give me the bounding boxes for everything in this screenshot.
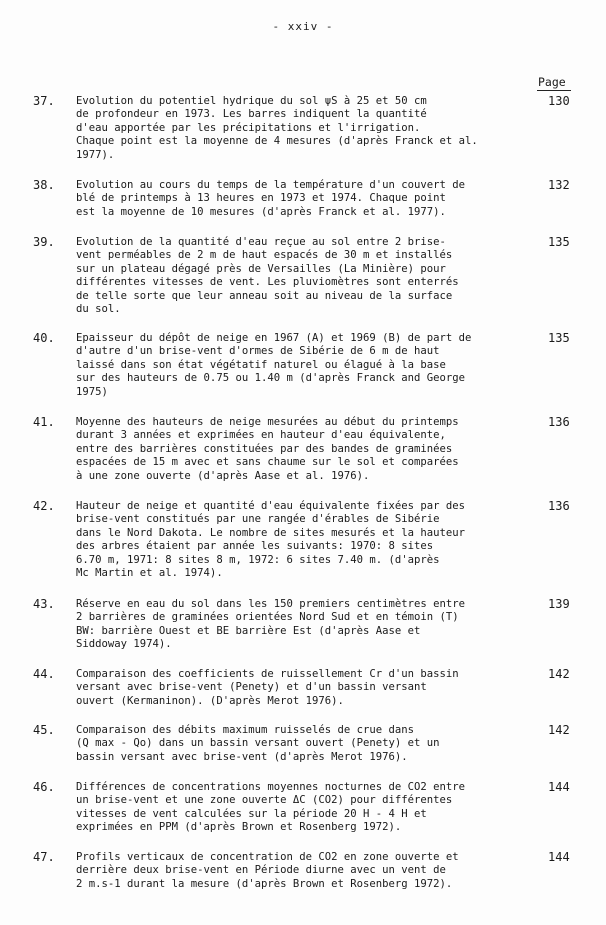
figure-caption: Moyenne des hauteurs de neige mesurées au début du printemps durant 3 années et exprimées en hauteur d'eau équivalente, entre des barrières constituées par des bandes de graminées espacées de 15 m avec et sans chaume sur le sol et comparées à une zone ouverte (d'après Aase et al. 1976). bbox=[76, 416, 459, 482]
figure-number: 37. bbox=[33, 94, 55, 108]
page-number: - xxiv - bbox=[272, 20, 334, 33]
figure-caption: Différences de concentrations moyennes nocturnes de CO2 entre un brise-vent et une zone ouverte ΔC (CO2) pour différentes vitesses de vent calculées sur la période 20 H - 4 H et exprimées en PPM (d'après Brown et Rosenberg 1972). bbox=[76, 781, 466, 834]
figure-page-ref: 136 bbox=[548, 415, 570, 429]
figure-number: 38. bbox=[33, 178, 55, 192]
figure-number: 41. bbox=[33, 415, 55, 429]
figure-number: 39. bbox=[33, 235, 55, 249]
figure-page-ref: 132 bbox=[548, 178, 570, 192]
page-column-underline bbox=[537, 90, 571, 91]
figure-page-ref: 144 bbox=[548, 780, 570, 794]
figure-number: 47. bbox=[33, 850, 55, 864]
figure-page-ref: 142 bbox=[548, 667, 570, 681]
figure-page-ref: 142 bbox=[548, 723, 570, 737]
figure-caption: Evolution de la quantité d'eau reçue au sol entre 2 brise- vent perméables de 2 m de haut espacés de 30 m et installés sur un plateau dégagé près de Versailles (La Minière) pour différentes vitesses de vent. Les pluviomètres sont enterrés de telle sorte que leur anneau soit au niveau de la surface du sol. bbox=[76, 236, 459, 316]
figure-number: 42. bbox=[33, 499, 55, 513]
figure-number: 45. bbox=[33, 723, 55, 737]
figure-number: 44. bbox=[33, 667, 55, 681]
figure-page-ref: 135 bbox=[548, 331, 570, 345]
figure-caption: Epaisseur du dépôt de neige en 1967 (A) et 1969 (B) de part de d'autre d'un brise-vent d'ormes de Sibérie de 6 m de haut laissé dans son état végétatif naturel ou élagué à la base sur des hauteurs de 0.75 ou 1.40 m (d'après Franck and George 1975) bbox=[76, 332, 472, 398]
figure-number: 40. bbox=[33, 331, 55, 345]
figure-caption: Hauteur de neige et quantité d'eau équivalente fixées par des brise-vent constitués par une rangée d'érables de Sibérie dans le Nord Dakota. Le nombre de sites mesurés et la hauteur des arbres étaient par année les suivants: 1970: 8 sites 6.70 m, 1971: 8 sites 8 m, 1972: 6 sites 7.40 m. (d'après Mc Martin et al. 1974). bbox=[76, 500, 466, 580]
figure-caption: Profils verticaux de concentration de CO2 en zone ouverte et derrière deux brise-vent en Période diurne avec un vent de 2 m.s-1 durant la mesure (d'après Brown et Rosenberg 1972). bbox=[76, 851, 459, 890]
figure-caption: Comparaison des coefficients de ruissellement Cr d'un bassin versant avec brise-vent (Penety) et d'un bassin versant ouvert (Kermaninon). (D'après Merot 1976). bbox=[76, 668, 459, 707]
figure-caption: Evolution du potentiel hydrique du sol ψS à 25 et 50 cm de profondeur en 1973. Les barres indiquent la quantité d'eau apportée par les précipitations et l'irrigation. Chaque point est la moyenne de 4 mesures (d'après Franck et al. 1977). bbox=[76, 95, 478, 161]
figure-page-ref: 136 bbox=[548, 499, 570, 513]
figure-caption: Réserve en eau du sol dans les 150 premiers centimètres entre 2 barrières de graminées orientées Nord Sud et en témoin (T) BW: barrière Ouest et BE barrière Est (d'après Aase et Siddoway 1974). bbox=[76, 598, 466, 651]
figure-page-ref: 135 bbox=[548, 235, 570, 249]
figure-number: 46. bbox=[33, 780, 55, 794]
figure-caption: Comparaison des débits maximum ruisselés de crue dans (Q max - Qo) dans un bassin versant ouvert (Penety) et un bassin versant avec brise-vent (d'après Merot 1976). bbox=[76, 724, 440, 763]
figure-number: 43. bbox=[33, 597, 55, 611]
figure-caption: Evolution au cours du temps de la température d'un couvert de blé de printemps à 13 heures en 1973 et 1974. Chaque point est la moyenne de 10 mesures (d'après Franck et al. 1977). bbox=[76, 179, 466, 218]
figure-page-ref: 144 bbox=[548, 850, 570, 864]
page-column-header: Page bbox=[538, 75, 566, 89]
figure-page-ref: 139 bbox=[548, 597, 570, 611]
figure-page-ref: 130 bbox=[548, 94, 570, 108]
